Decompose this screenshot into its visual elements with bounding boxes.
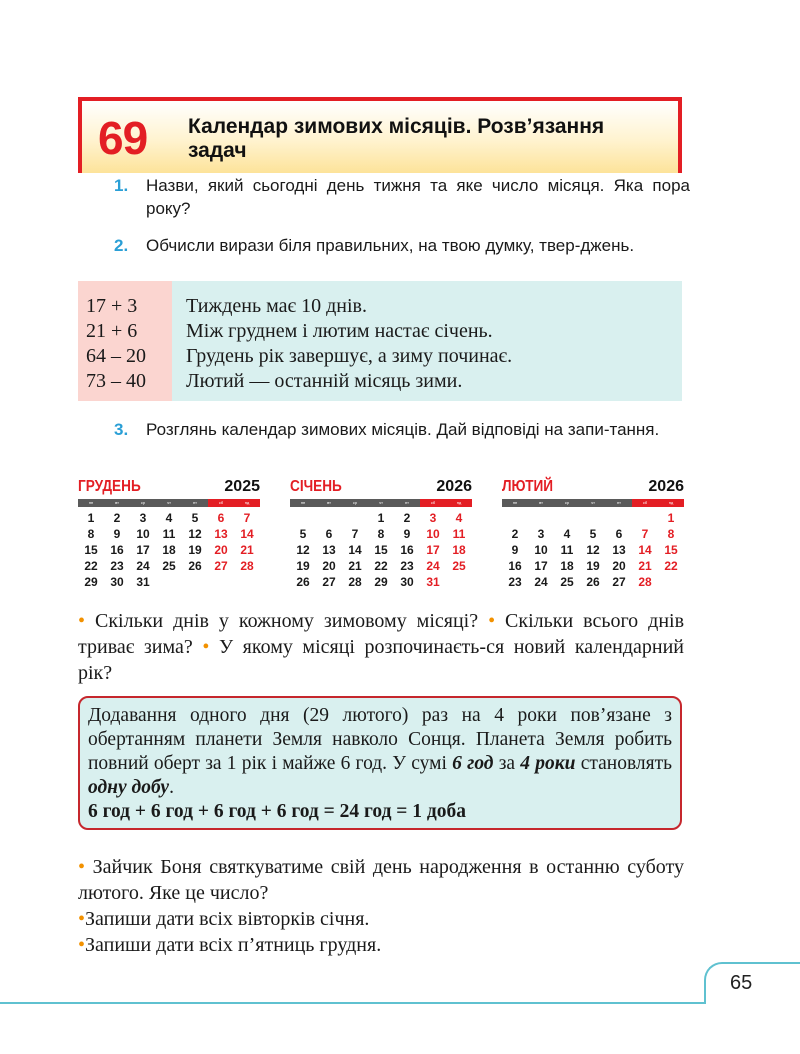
calendar-day: 11 — [162, 527, 176, 541]
bullet-icon: • — [78, 908, 86, 930]
calendar-day: 13 — [612, 543, 626, 557]
calendar-day: 2 — [403, 511, 411, 525]
calendar-header — [502, 478, 684, 498]
calendar-day: 23 — [400, 559, 414, 573]
calendar-day: 4 — [455, 511, 463, 525]
calendar-month: ГРУДЕНЬ — [78, 478, 141, 495]
calendar-day: 26 — [586, 575, 600, 589]
weekday-label: чт — [167, 500, 171, 505]
calendar-grid — [78, 507, 260, 597]
weekday-label: пт — [193, 500, 197, 505]
task-1 — [114, 174, 690, 218]
weekday-label: нд — [668, 500, 674, 505]
calendar-day: 15 — [374, 543, 388, 557]
calendar-day: 12 — [296, 543, 310, 557]
info-bold-2: 4 роки — [520, 753, 576, 774]
task-2 — [114, 234, 690, 257]
task-number: 1. — [114, 176, 129, 195]
lesson-number: 69 — [98, 112, 148, 164]
weekday-label: сб — [642, 500, 648, 505]
calendar-day: 17 — [426, 543, 440, 557]
lesson-header — [78, 97, 682, 173]
calendar-day: 8 — [667, 527, 675, 541]
statement: Лютий — останній місяць зими. — [186, 370, 463, 392]
question-2: Скільки всього днів триває зима? — [78, 610, 685, 658]
calendar-day: 25 — [162, 559, 176, 573]
info-bold-1: 6 год — [452, 753, 494, 774]
calendar-day: 8 — [87, 527, 95, 541]
calendar-day: 11 — [560, 543, 574, 557]
weekday-label: сб — [218, 500, 224, 505]
calendar-day: 21 — [348, 559, 362, 573]
calendar-day: 31 — [136, 575, 150, 589]
calendar-day: 23 — [110, 559, 124, 573]
task-number: 3. — [114, 420, 129, 439]
bullet-icon: • — [202, 636, 210, 658]
calendar-day: 20 — [612, 559, 626, 573]
expression: 64 – 20 — [86, 345, 146, 367]
calendar-day: 29 — [374, 575, 388, 589]
calendar-day: 23 — [508, 575, 522, 589]
expressions-table — [78, 281, 682, 401]
calendar-day: 16 — [400, 543, 414, 557]
weekday-label: чт — [591, 500, 595, 505]
weekday-label: сб — [430, 500, 436, 505]
weekday-label: пт — [617, 500, 621, 505]
info-box — [78, 696, 682, 830]
calendar-january — [290, 478, 472, 597]
calendar-day: 5 — [589, 527, 597, 541]
calendar-day: 7 — [641, 527, 649, 541]
calendar-day: 19 — [586, 559, 600, 573]
calendar-day: 24 — [426, 559, 440, 573]
final-tasks — [78, 854, 684, 958]
questions-paragraph — [78, 608, 684, 686]
calendar-day: 18 — [162, 543, 176, 557]
bullet-icon: • — [78, 610, 86, 632]
info-bold-3: одну добу — [88, 777, 170, 798]
calendar-day: 2 — [113, 511, 121, 525]
calendar-day: 7 — [243, 511, 251, 525]
weekday-label: пт — [405, 500, 409, 505]
calendar-day: 22 — [664, 559, 678, 573]
task-number: 2. — [114, 236, 129, 255]
calendar-day: 12 — [188, 527, 202, 541]
calendar-day: 10 — [426, 527, 440, 541]
calendar-day: 6 — [217, 511, 225, 525]
calendar-day: 25 — [452, 559, 466, 573]
final-task-text: Запиши дати всіх п’ятниць грудня. — [85, 934, 382, 956]
calendar-day: 14 — [348, 543, 362, 557]
bullet-icon: • — [78, 856, 86, 878]
weekday-label: вт — [539, 500, 543, 505]
info-text: Додавання одного дня (29 лютого) раз на 4 роки пов’язане з обертанням планети Земля навколо Сонця. Планета Земля робить повний оберт за 1 рік і майже 6 год. У сумі — [88, 705, 672, 774]
calendar-grid — [290, 507, 472, 597]
calendar-day: 7 — [351, 527, 359, 541]
calendar-day: 18 — [452, 543, 466, 557]
calendar-day: 3 — [139, 511, 147, 525]
calendar-day: 24 — [136, 559, 150, 573]
calendar-weekdays — [290, 499, 472, 507]
statement: Грудень рік завершує, а зиму починає. — [186, 345, 513, 367]
calendar-day: 9 — [113, 527, 121, 541]
calendar-day: 30 — [110, 575, 124, 589]
weekday-label: ср — [564, 500, 570, 505]
weekday-label: нд — [244, 500, 250, 505]
final-task — [78, 906, 684, 932]
calendar-day: 21 — [240, 543, 254, 557]
calendar-day: 8 — [377, 527, 385, 541]
calendar-day: 5 — [299, 527, 307, 541]
calendar-month: ЛЮТИЙ — [502, 478, 554, 495]
calendar-day: 10 — [534, 543, 548, 557]
calendar-day: 24 — [534, 575, 548, 589]
page-number-tab — [704, 962, 800, 1004]
calendar-day: 27 — [322, 575, 336, 589]
task-text: Обчисли вирази біля правильних, на твою думку, твер-джень. — [146, 236, 635, 255]
calendar-day: 1 — [667, 511, 675, 525]
bullet-icon: • — [488, 610, 496, 632]
calendar-day: 15 — [84, 543, 98, 557]
calendar-day: 28 — [348, 575, 362, 589]
calendar-day: 26 — [188, 559, 202, 573]
calendar-day: 18 — [560, 559, 574, 573]
weekday-label: пн — [88, 500, 94, 505]
calendar-day: 17 — [136, 543, 150, 557]
calendar-header — [290, 478, 472, 498]
lesson-title: Календар зимових місяців. Розв’язання задач — [188, 115, 605, 162]
calendar-day: 10 — [136, 527, 150, 541]
calendar-day: 28 — [240, 559, 254, 573]
calendar-day: 14 — [638, 543, 652, 557]
calendar-day: 1 — [377, 511, 385, 525]
calendar-year: 2026 — [648, 478, 684, 495]
calendar-year: 2025 — [224, 478, 260, 495]
calendar-day: 29 — [84, 575, 98, 589]
calendar-day: 25 — [560, 575, 574, 589]
calendar-day: 22 — [374, 559, 388, 573]
calendar-day: 6 — [615, 527, 623, 541]
weekday-label: ср — [352, 500, 358, 505]
calendar-weekdays — [78, 499, 260, 507]
calendar-day: 27 — [214, 559, 228, 573]
statement: Між груднем і лютим настає січень. — [186, 320, 493, 342]
final-task — [78, 854, 684, 906]
expression: 73 – 40 — [86, 370, 146, 392]
info-formula: 6 год + 6 год + 6 год + 6 год = 24 год = 1 доба — [88, 801, 467, 822]
calendar-day: 2 — [511, 527, 519, 541]
calendar-day: 19 — [296, 559, 310, 573]
calendar-day: 19 — [188, 543, 202, 557]
calendar-day: 15 — [664, 543, 678, 557]
weekday-label: вт — [115, 500, 119, 505]
calendar-december — [78, 478, 260, 597]
calendar-day: 13 — [214, 527, 228, 541]
calendar-day: 13 — [322, 543, 336, 557]
info-text-mid2: становлять — [580, 753, 673, 774]
calendar-day: 6 — [325, 527, 333, 541]
task-3 — [114, 418, 690, 441]
footer-line — [0, 1002, 710, 1004]
weekday-label: пн — [512, 500, 518, 505]
statement: Тиждень має 10 днів. — [186, 295, 367, 317]
calendar-day: 9 — [511, 543, 519, 557]
calendar-day: 4 — [563, 527, 571, 541]
calendar-day: 20 — [322, 559, 336, 573]
question-3: У якому місяці розпочинаєть-ся новий календарний рік? — [78, 636, 685, 684]
weekday-label: ср — [140, 500, 146, 505]
calendar-day: 22 — [84, 559, 98, 573]
final-task-text: Запиши дати всіх вівторків січня. — [85, 908, 370, 930]
calendar-day: 16 — [508, 559, 522, 573]
calendar-day: 11 — [452, 527, 466, 541]
calendar-day: 17 — [534, 559, 548, 573]
calendar-day: 30 — [400, 575, 414, 589]
calendar-grid — [502, 507, 684, 597]
final-task-text: Зайчик Боня святкуватиме свій день народження в останню суботу лютого. Яке це число? — [78, 856, 684, 904]
calendar-day: 21 — [638, 559, 652, 573]
info-end: . — [169, 777, 174, 798]
task-text: Розглянь календар зимових місяців. Дай відповіді на запи-тання. — [146, 420, 660, 439]
calendar-month: СІЧЕНЬ — [290, 478, 342, 495]
calendar-day: 20 — [214, 543, 228, 557]
calendar-day: 3 — [429, 511, 437, 525]
calendar-day: 4 — [165, 511, 173, 525]
calendar-day: 14 — [240, 527, 254, 541]
calendar-day: 16 — [110, 543, 124, 557]
expression: 17 + 3 — [86, 295, 138, 317]
calendar-day: 9 — [403, 527, 411, 541]
calendar-day: 1 — [87, 511, 95, 525]
info-text-mid: за — [498, 753, 516, 774]
calendar-february — [502, 478, 684, 597]
question-1: Скільки днів у кожному зимовому місяці? — [94, 610, 479, 632]
calendar-day: 28 — [638, 575, 652, 589]
final-task — [78, 932, 684, 958]
weekday-label: вт — [327, 500, 331, 505]
calendar-day: 5 — [191, 511, 199, 525]
calendar-day: 31 — [426, 575, 440, 589]
task-text: Назви, який сьогодні день тижня та яке число місяця. Яка пора року? — [146, 176, 690, 218]
weekday-label: пн — [300, 500, 306, 505]
calendar-day: 3 — [537, 527, 545, 541]
calendar-day: 12 — [586, 543, 600, 557]
calendar-day: 27 — [612, 575, 626, 589]
weekday-label: чт — [379, 500, 383, 505]
weekday-label: нд — [456, 500, 462, 505]
calendar-day: 26 — [296, 575, 310, 589]
bullet-icon: • — [78, 934, 86, 956]
page-number: 65 — [730, 972, 753, 994]
calendar-year: 2026 — [436, 478, 472, 495]
calendar-header — [78, 478, 260, 498]
expression: 21 + 6 — [86, 320, 138, 342]
calendar-weekdays — [502, 499, 684, 507]
